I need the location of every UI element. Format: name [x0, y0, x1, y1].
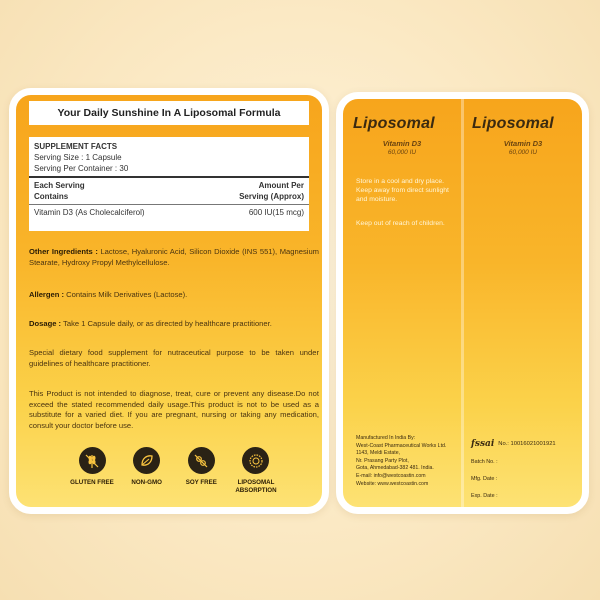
col-right-line1: Amount Per [258, 181, 304, 190]
side-panel-left [343, 99, 461, 507]
liposome-icon [242, 447, 269, 474]
allergen [29, 290, 319, 301]
brand-name: Liposomal [353, 115, 435, 132]
badge-soy-free [178, 447, 224, 507]
dosage-label: Dosage : [29, 319, 62, 328]
badge-gluten-free [69, 447, 115, 507]
product-name: Vitamin D3 [503, 139, 543, 148]
product-strength: 60,000 IU [508, 149, 538, 156]
side-panel-right [464, 99, 582, 507]
fssai-number: No.: 10016021001921 [498, 441, 556, 447]
soybean-crossed-icon [188, 447, 215, 474]
ingredient-amount: 600 IU(15 mcg) [248, 208, 304, 217]
badge-label: GLUTEN FREE [70, 479, 114, 486]
manufacturer-line: Nr. Prasang Party Plot, [356, 457, 409, 464]
supplement-facts-table [29, 137, 309, 231]
children-warning: Keep out of reach of children. [356, 220, 445, 227]
ingredient-row [34, 208, 304, 217]
mfg-date-label: Mfg. Date : [471, 476, 498, 482]
dosage-text: Take 1 Capsule daily, or as directed by healthcare practitioner. [61, 319, 272, 328]
manufacturer-line: Manufactured In India By: [356, 435, 416, 441]
ingredient-name: Vitamin D3 (As Cholecalciferol) [34, 208, 145, 217]
badge-liposomal-absorption [233, 447, 279, 507]
facts-header-row [34, 180, 304, 202]
batch-number-label: Batch No. : [471, 459, 498, 465]
fssai-license [471, 439, 556, 449]
facts-divider-thin [29, 204, 309, 205]
wheat-crossed-icon [79, 447, 106, 474]
allergen-label: Allergen : [29, 290, 65, 299]
headline [29, 101, 309, 125]
col-left-line2: Contains [34, 192, 69, 201]
leaf-icon [133, 447, 160, 474]
manufacturer-info [356, 435, 461, 488]
storage-instructions: Store in a cool and dry place. Keep away from direct sunlight and moisture. [356, 178, 449, 203]
other-ingredients [29, 247, 319, 268]
allergen-text: Contains Milk Derivatives (Lactose). [64, 290, 188, 299]
facts-title: SUPPLEMENT FACTS [34, 142, 118, 151]
manufacturer-line: Website: www.westcoastin.com [356, 480, 429, 487]
serving-size: Serving Size : 1 Capsule [34, 153, 122, 162]
manufacturer-line: Gota, Ahmedabad-382 481. India. [356, 465, 434, 472]
product-side-label-card [336, 92, 589, 514]
badge-row [69, 447, 279, 507]
disclaimer: This Product is not intended to diagnose, treat, cure or prevent any disease.Do not exceed the stated recommended daily usage.This product is not to be used as a substitute for a varied diet. If you are pregnant, nursing or taking any medication, consult your doctor before use. [29, 389, 319, 430]
headline-text: Your Daily Sunshine In A Liposomal Formula [57, 107, 281, 119]
manufacturer-line: 1143, Meldi Estate, [356, 450, 401, 457]
manufacturer-line: West-Coast Pharmaceutical Works Ltd. [356, 442, 447, 449]
brand-name: Liposomal [472, 115, 554, 132]
badge-label: NON-GMO [131, 479, 162, 486]
other-ingredients-label: Other Ingredients : [29, 247, 98, 256]
badge-label: SOY FREE [185, 479, 217, 486]
dosage [29, 319, 319, 330]
other-ingredients-text: Lactose, Hyaluronic Acid, Silicon Dioxide (INS 551), Magnesium Stearate, Hydroxy Propyl Methylcellulose. [29, 247, 319, 267]
product-strength: 60,000 IU [387, 149, 417, 156]
facts-divider [29, 176, 309, 178]
servings-per-container: Serving Per Container : 30 [34, 164, 129, 173]
special-dietary-note: Special dietary food supplement for nutraceutical purpose to be taken under guidelines of healthcare practitioner. [29, 348, 319, 368]
badge-label: LIPOSOMAL ABSORPTION [235, 479, 277, 494]
col-left-line1: Each Serving [34, 181, 85, 190]
product-name: Vitamin D3 [382, 139, 422, 148]
manufacturer-line: E-mail: info@westcoastin.com [356, 472, 426, 479]
exp-date-label: Exp. Date : [471, 493, 498, 499]
fssai-logo: fssai [471, 439, 495, 449]
col-right-line2: Serving (Approx) [239, 192, 304, 201]
supplement-label-card [9, 88, 329, 514]
badge-non-gmo [124, 447, 170, 507]
